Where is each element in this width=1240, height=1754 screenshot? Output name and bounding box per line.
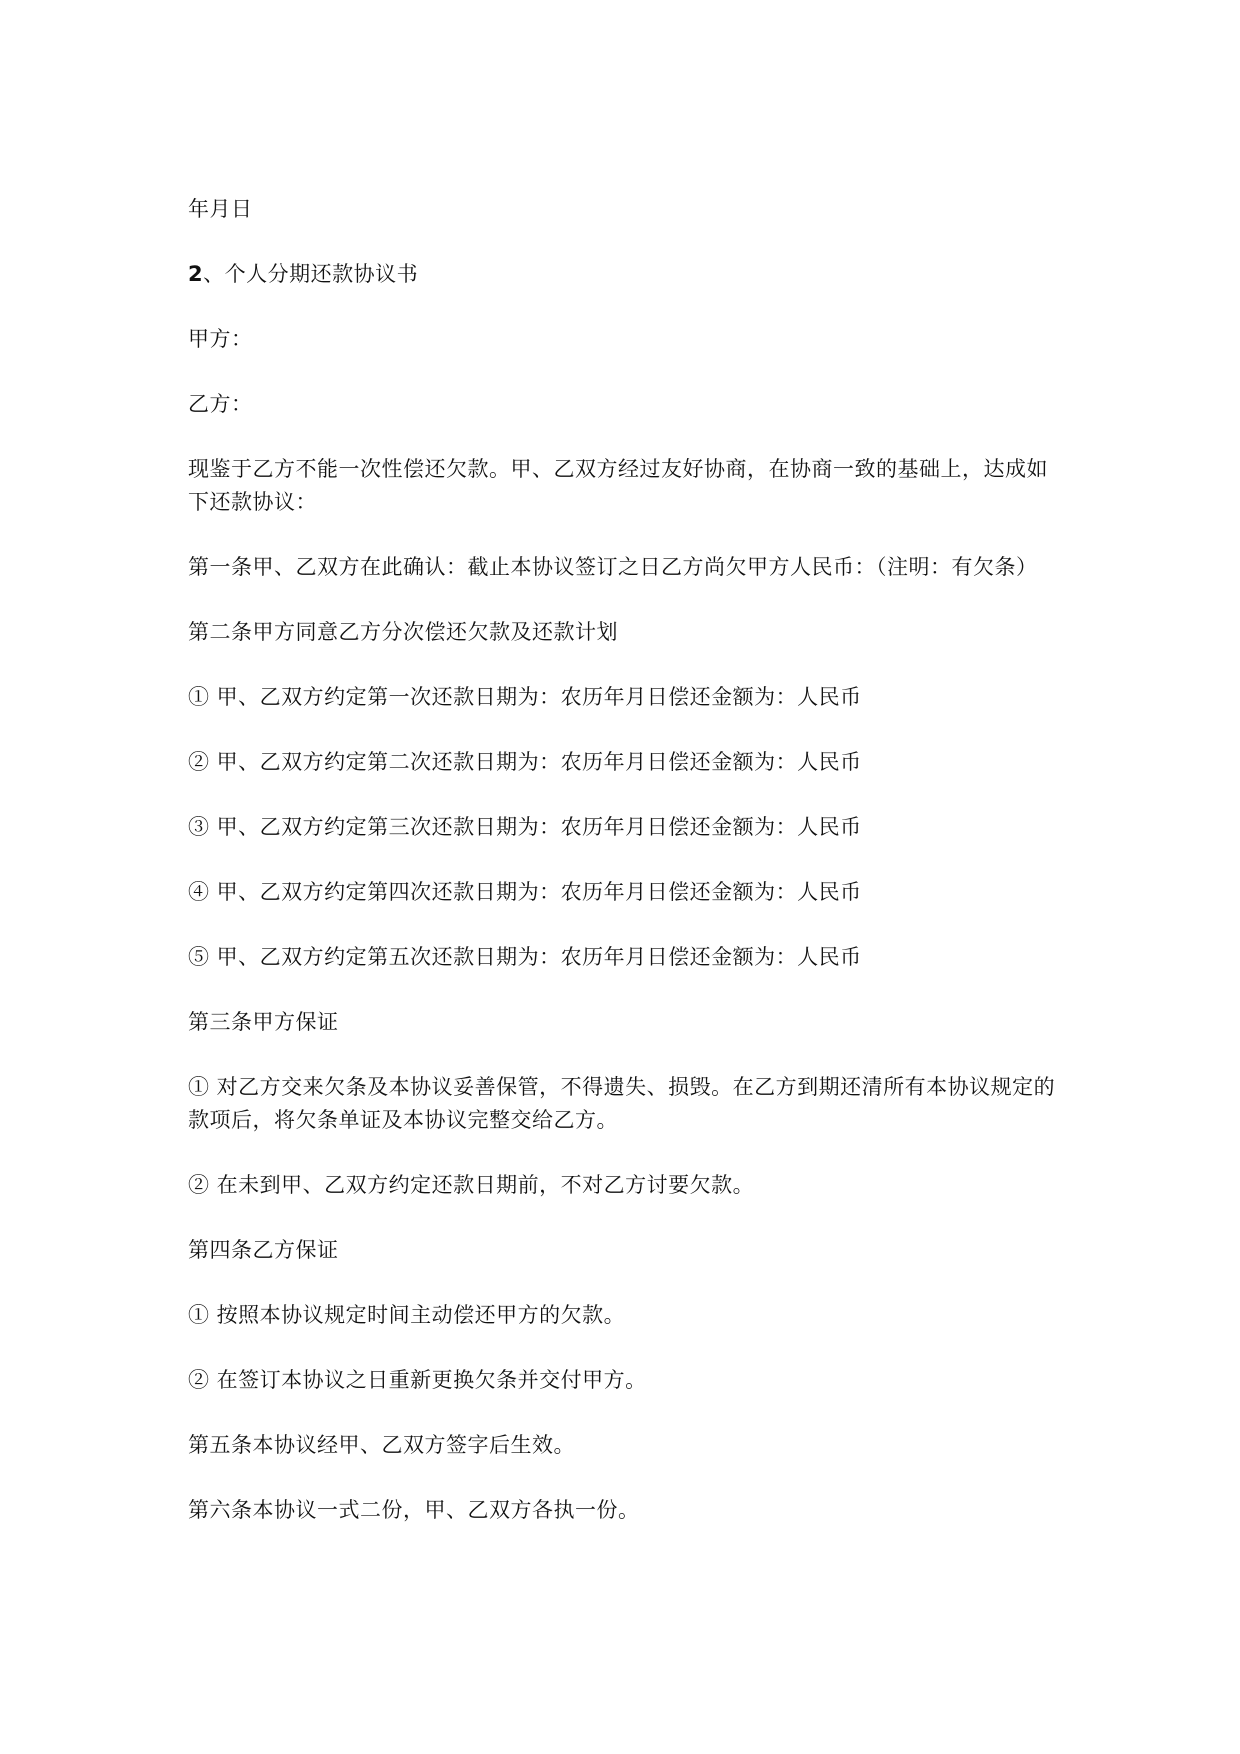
article-2: 第二条甲方同意乙方分次偿还欠款及还款计划 <box>188 620 618 644</box>
heading-text: 、个人分期还款协议书 <box>203 262 419 286</box>
agreement-heading <box>188 258 1068 291</box>
article-3-item-2: ② 在未到甲、乙双方约定还款日期前，不对乙方讨要欠款。 <box>188 1173 755 1197</box>
article-4-item-1: ① 按照本协议规定时间主动偿还甲方的欠款。 <box>188 1303 626 1327</box>
document-body <box>188 193 1068 1559</box>
heading-number: 2 <box>188 262 204 286</box>
article-1: 第一条甲、乙双方在此确认：截止本协议签订之日乙方尚欠甲方人民币：（注明：有欠条） <box>188 555 1038 579</box>
installment-5: ⑤ 甲、乙双方约定第五次还款日期为：农历年月日偿还金额为：人民币 <box>188 945 862 969</box>
article-6: 第六条本协议一式二份，甲、乙双方各执一份。 <box>188 1498 640 1522</box>
article-4: 第四条乙方保证 <box>188 1238 339 1262</box>
intro-paragraph: 现鉴于乙方不能一次性偿还欠款。甲、乙双方经过友好协商，在协商一致的基础上，达成如下还款协议： <box>188 457 1048 514</box>
party-a-line: 甲方： <box>188 327 253 351</box>
installment-2: ② 甲、乙双方约定第二次还款日期为：农历年月日偿还金额为：人民币 <box>188 750 862 774</box>
party-b-line: 乙方： <box>188 392 253 416</box>
date-line: 年月日 <box>188 197 253 221</box>
article-5: 第五条本协议经甲、乙双方签字后生效。 <box>188 1433 575 1457</box>
article-4-item-2: ② 在签订本协议之日重新更换欠条并交付甲方。 <box>188 1368 647 1392</box>
installment-3: ③ 甲、乙双方约定第三次还款日期为：农历年月日偿还金额为：人民币 <box>188 815 862 839</box>
article-3-item-1: ① 对乙方交来欠条及本协议妥善保管，不得遗失、损毁。在乙方到期还清所有本协议规定的款项后，将欠条单证及本协议完整交给乙方。 <box>188 1075 1056 1132</box>
installment-1: ① 甲、乙双方约定第一次还款日期为：农历年月日偿还金额为：人民币 <box>188 685 862 709</box>
installment-4: ④ 甲、乙双方约定第四次还款日期为：农历年月日偿还金额为：人民币 <box>188 880 862 904</box>
article-3: 第三条甲方保证 <box>188 1010 339 1034</box>
